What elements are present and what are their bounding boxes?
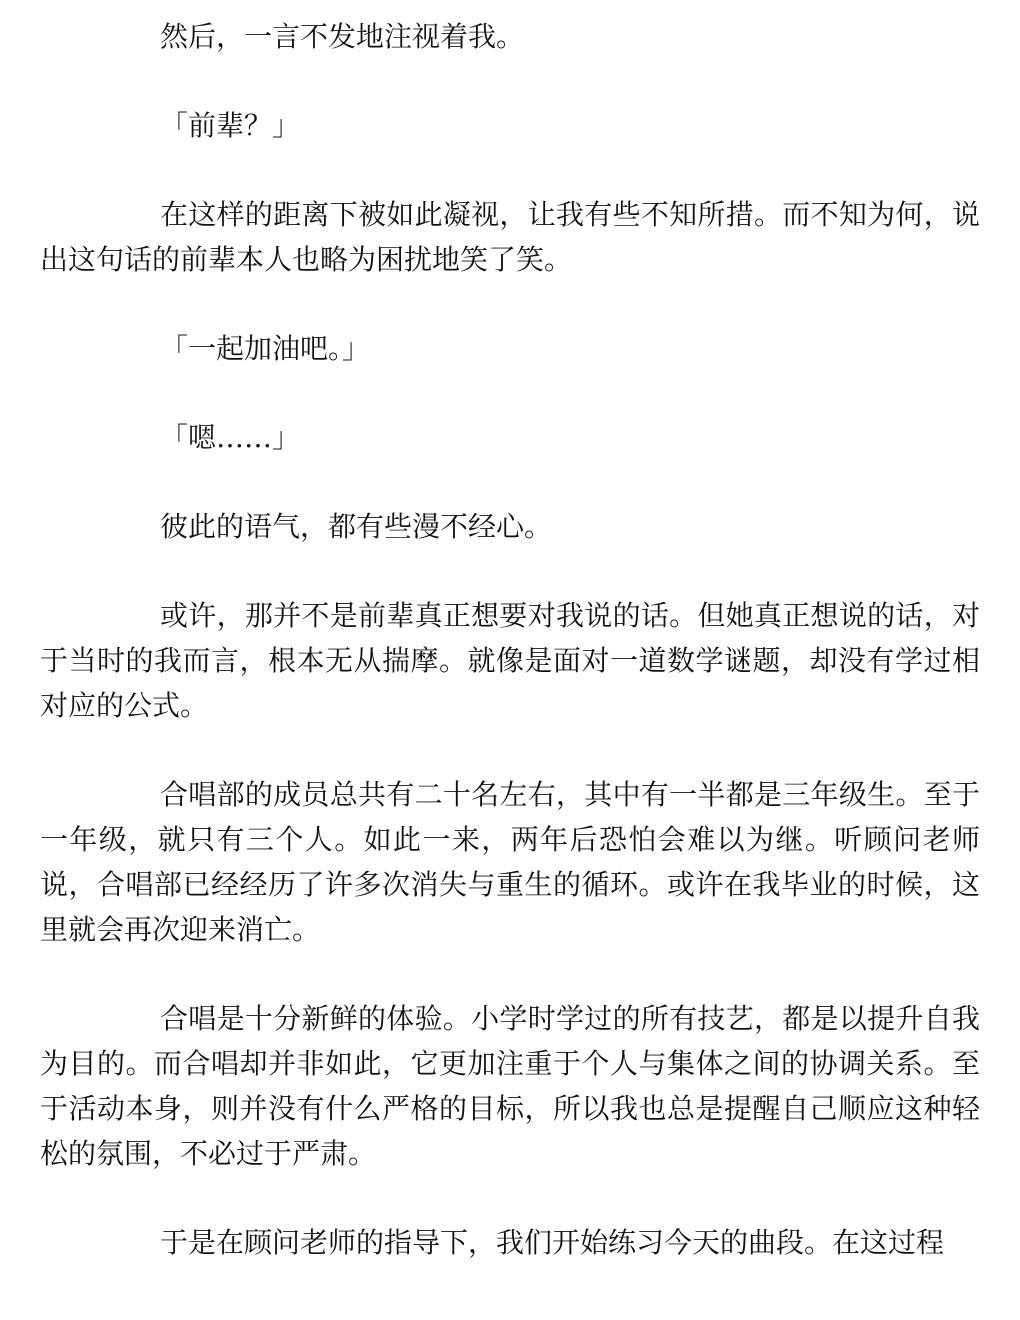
paragraph-1: 然后，一言不发地注视着我。 [160,20,525,53]
document-page [40,14,980,1309]
paragraph-8: 合唱部的成员总共有二十名左右，其中有一半都是三年级生。至于一年级，就只有三个人。如此一来，两年后恐怕会难以为继。听顾问老师说，合唱部已经经历了许多次消失与重生的循环。或许在我毕业的时候，这里就会再次迎来消亡。 [40,778,980,946]
paragraph-2: 「前辈？」 [160,109,301,142]
paragraph-5: 「嗯……」 [160,421,301,454]
paragraph-9: 合唱是十分新鲜的体验。小学时学过的所有技艺，都是以提升自我为目的。而合唱却并非如此，它更加注重于个人与集体之间的协调关系。至于活动本身，则并没有什么严格的目标，所以我也总是提醒自己顺应这种轻松的氛围，不必过于严肃。 [40,1002,980,1170]
paragraph-10: 于是在顾问老师的指导下，我们开始练习今天的曲段。在这过程 [160,1226,945,1259]
paragraph-7: 或许，那并不是前辈真正想要对我说的话。但她真正想说的话，对于当时的我而言，根本无从揣摩。就像是面对一道数学谜题，却没有学过相对应的公式。 [40,599,980,722]
paragraph-6: 彼此的语气，都有些漫不经心。 [160,510,553,543]
paragraph-3: 在这样的距离下被如此凝视，让我有些不知所措。而不知为何，说出这句话的前辈本人也略为困扰地笑了笑。 [40,198,980,276]
paragraph-4: 「一起加油吧。」 [160,332,371,365]
